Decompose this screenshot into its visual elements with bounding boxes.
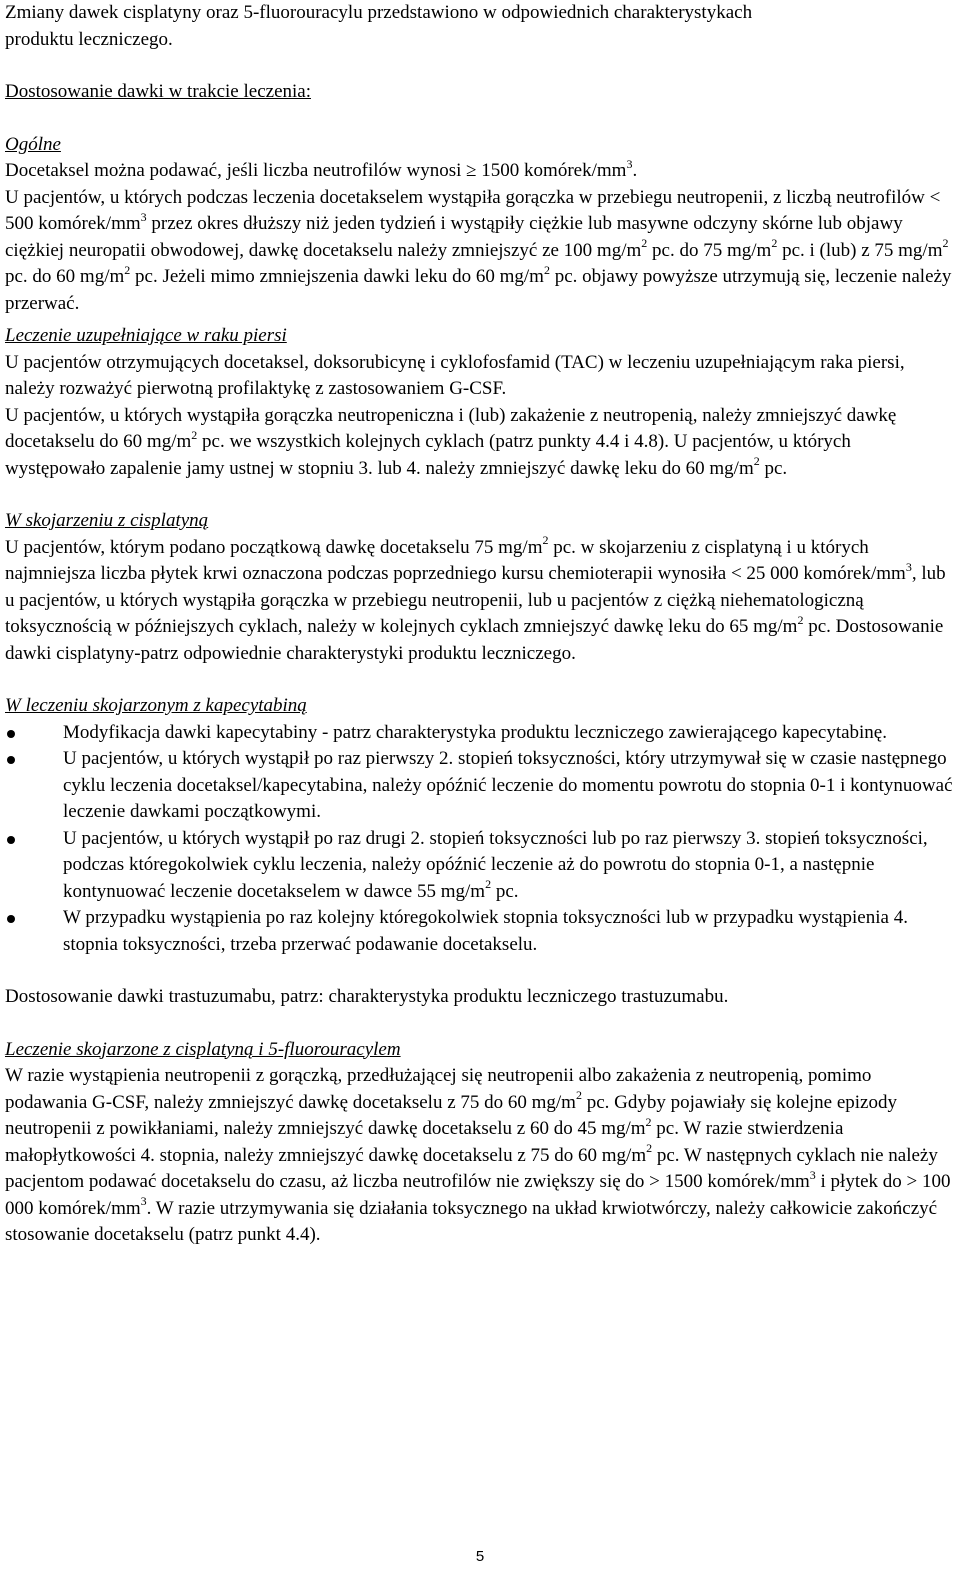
text-run: przez okres dłuższy niż jeden tydzień i wystąpiły ciężkie lub masywne odczyny skórne lub objawy ciężkiej neuropatii obwodowej, dawkę docetakselu należy zmniejszyć ze 100 mg/m bbox=[5, 213, 908, 261]
cisplatin-paragraph bbox=[5, 535, 953, 668]
list-item-text: U pacjentów, u których wystąpił po raz pierwszy 2. stopień toksyczności, który utrzymywał się w czasie następnego cyklu leczenia docetaksel/kapecytabina, należy opóźnić leczenie do momentu powrotu do stopnia 0-1 i kontynuować leczenie dawkami początkowymi. bbox=[63, 748, 953, 822]
superscript: 2 bbox=[646, 1141, 653, 1156]
superscript: 2 bbox=[942, 236, 949, 251]
text-run: pc. Jeżeli mimo zmniejszenia dawki leku do 60 mg/m bbox=[130, 266, 544, 287]
text-run: pc. i (lub) z 75 mg/m bbox=[777, 239, 943, 261]
superscript: 2 bbox=[575, 1088, 582, 1103]
page-number: 5 bbox=[475, 1548, 485, 1565]
superscript: 3 bbox=[140, 1194, 147, 1209]
superscript: 2 bbox=[641, 236, 648, 251]
list-item-text: pc. bbox=[491, 880, 519, 902]
section-heading-general: Ogólne bbox=[5, 133, 61, 155]
cisplatin-fluorouracil-paragraph bbox=[5, 1063, 956, 1249]
list-item-text: Modyfikacja dawki kapecytabiny - patrz charakterystyka produktu leczniczego zawierającego kapecytabinę. bbox=[63, 721, 887, 743]
text-run: pc. Gdyby pojawiały się kolejne epizody neutropenii z powikłaniami, należy zmniejszyć dawkę docetakselu z 60 do 45 mg/m bbox=[5, 1091, 902, 1139]
text-run: U pacjentów, którym podano początkową dawkę docetakselu 75 mg/m bbox=[5, 536, 543, 558]
text-run: pc. do 60 mg/m bbox=[5, 239, 954, 287]
text-run: U pacjentów, u których wystąpiła gorączka neutropeniczna i (lub) zakażenie z neutropenią, należy zmniejszyć dawkę docetakselu do 60 mg/m bbox=[5, 404, 902, 452]
superscript: 2 bbox=[771, 236, 778, 251]
document-page bbox=[5, 0, 957, 1249]
trastuzumab-paragraph: Dostosowanie dawki trastuzumabu, patrz: charakterystyka produktu leczniczego trastuzumabu. bbox=[5, 986, 729, 1007]
section-heading-cisplatin: W skojarzeniu z cisplatyną bbox=[5, 510, 209, 531]
text-run: pc. W następnych cyklach nie należy pacjentom podawać docetakselu do czasu, aż liczba neutrofilów nie zwiększy się do > 1500 komórek/mm bbox=[5, 1144, 943, 1192]
text-run: pc. do 75 mg/m bbox=[647, 239, 772, 261]
intro-paragraph bbox=[5, 0, 953, 53]
text-run: pc. we wszystkich kolejnych cyklach (patrz punkty 4.4 i 4.8). U pacjentów, u których występowało zapalenie jamy ustnej w stopniu 3. lub 4. należy zmniejszyć dawkę leku do 60 mg/m bbox=[5, 431, 856, 479]
text-run: Docetaksel można podawać, jeśli liczba neutrofilów wynosi ≥ 1500 komórek/mm bbox=[5, 160, 627, 181]
spacer bbox=[5, 667, 953, 693]
list-item bbox=[5, 720, 953, 747]
text-run: U pacjentów, u których podczas leczenia docetakselem wystąpiła gorączka w przebiegu neutropenii, z liczbą neutrofilów < 500 komórek/mm bbox=[5, 186, 946, 234]
list-item-text: W przypadku wystąpienia po raz kolejny któregokolwiek stopnia toksyczności lub w przypadku wystąpienia 4. stopnia toksyczności, trzeba przerwać podawanie docetakselu. bbox=[63, 907, 908, 955]
list-item bbox=[5, 746, 953, 826]
bullet-icon bbox=[7, 730, 15, 738]
spacer bbox=[5, 1011, 953, 1037]
superscript: 3 bbox=[905, 559, 912, 574]
bullet-icon bbox=[7, 756, 15, 764]
text-run: . W razie utrzymywania się działania toksycznego na układ krwiotwórczy, należy całkowicie zakończyć stosowanie docetakselu (patrz punkt 4.4). bbox=[5, 1197, 942, 1245]
capecitabine-bullet-list bbox=[5, 720, 953, 959]
section-heading-cisplatin-fluorouracil: Leczenie skojarzone z cisplatyną i 5-fluorouracylem bbox=[5, 1038, 401, 1060]
superscript: 2 bbox=[191, 427, 198, 442]
text-run: pc. Dostosowanie dawki cisplatyny-patrz odpowiednie charakterystyki produktu leczniczego. bbox=[5, 616, 949, 664]
section-heading-dose-adjustment: Dostosowanie dawki w trakcie leczenia: bbox=[5, 81, 311, 102]
text-run: pc. bbox=[759, 457, 788, 479]
list-item-text: U pacjentów, u których wystąpił po raz drugi 2. stopień toksyczności lub po raz pierwszy 3. stopień toksyczności, podczas któregokolwiek cyklu leczenia, należy opóźnić leczenie aż do powrotu do stopnia 0-1, a następnie kontynuować leczenie docetakselem w dawce 55 mg/m bbox=[63, 827, 928, 902]
text-run: pc. objawy powyższe utrzymują się, leczenie należy przerwać. bbox=[5, 266, 957, 314]
superscript: 2 bbox=[542, 533, 549, 548]
list-item bbox=[5, 826, 953, 906]
superscript: 2 bbox=[485, 877, 492, 892]
intro-line-1: Zmiany dawek cisplatyny oraz 5-fluorouracylu przedstawiono w odpowiednich charakterystykach bbox=[5, 2, 753, 23]
section-heading-capecitabine: W leczeniu skojarzonym z kapecytabiną bbox=[5, 695, 307, 716]
superscript: 2 bbox=[753, 454, 760, 469]
adjuvant-paragraph-2 bbox=[5, 403, 953, 483]
section-heading-adjuvant: Leczenie uzupełniające w raku piersi bbox=[5, 325, 287, 346]
spacer bbox=[5, 958, 953, 984]
general-paragraph-2 bbox=[5, 185, 957, 318]
superscript: 3 bbox=[809, 1167, 816, 1182]
superscript: 2 bbox=[645, 1114, 652, 1129]
text-run: pc. W razie stwierdzenia małopłytkowości 4. stopnia, należy zmniejszyć dawkę docetakselu z 75 do 60 mg/m bbox=[5, 1118, 849, 1166]
bullet-icon bbox=[7, 836, 15, 844]
superscript: 2 bbox=[124, 262, 131, 277]
adjuvant-paragraph-1: U pacjentów otrzymujących docetaksel, doksorubicynę i cyklofosfamid (TAC) w leczeniu uzupełniającym raka piersi, należy rozważyć pierwotną profilaktykę z zastosowaniem G-CSF. bbox=[5, 351, 910, 399]
general-paragraph-1 bbox=[5, 158, 953, 185]
superscript: 3 bbox=[626, 156, 633, 171]
intro-line-2: produktu leczniczego. bbox=[5, 28, 173, 50]
text-run: i płytek do > 100 000 komórek/mm bbox=[5, 1171, 956, 1219]
text-run: , lub u pacjentów, u których wystąpiła gorączka w przebiegu neutropenii, lub u pacjentów z ciężką niehematologiczną toksycznością w późniejszych cyklach, należy w kolejnych cyklach zmniejszyć dawkę leku do 65 mg/m bbox=[5, 563, 951, 637]
list-item bbox=[5, 905, 953, 958]
spacer bbox=[5, 53, 953, 79]
spacer bbox=[5, 106, 953, 132]
spacer bbox=[5, 482, 953, 508]
superscript: 2 bbox=[543, 262, 550, 277]
superscript: 2 bbox=[797, 612, 804, 627]
text-run: . bbox=[632, 160, 638, 181]
bullet-icon bbox=[7, 915, 15, 923]
text-run: pc. w skojarzeniu z cisplatyną i u których najmniejsza liczba płytek krwi oznaczona podczas poprzedniego kursu chemioterapii wynosiła < 25 000 komórek/mm bbox=[5, 536, 906, 584]
superscript: 3 bbox=[140, 209, 147, 224]
text-run: W razie wystąpienia neutropenii z gorączką, przedłużającej się neutropenii albo zakażenia z neutropenią, pomimo podawania G-CSF, należy zmniejszyć dawkę docetakselu z 75 do 60 mg/m bbox=[5, 1065, 877, 1113]
